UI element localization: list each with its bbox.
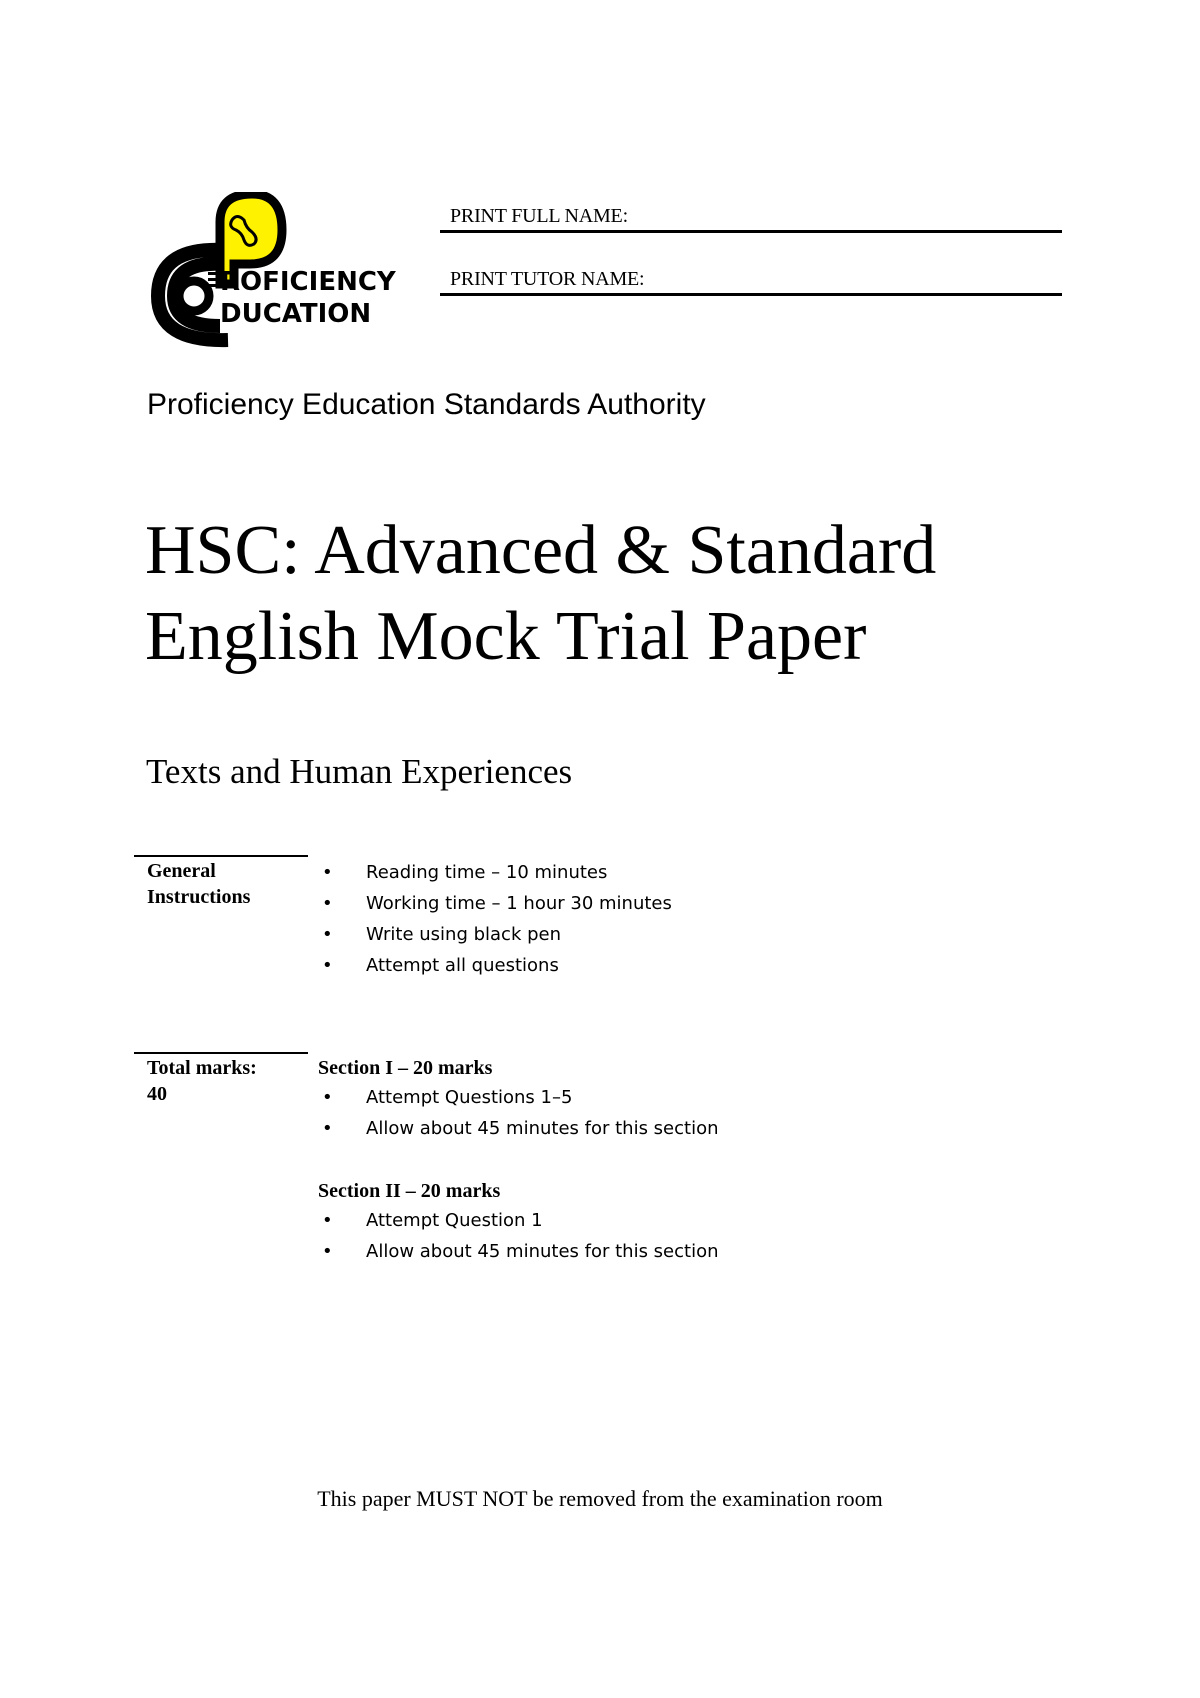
label-line-1: General — [147, 860, 216, 882]
list-item: • Allow about 45 minutes for this section — [320, 1113, 719, 1144]
authority-name: Proficiency Education Standards Authority — [147, 388, 706, 421]
label-line-2: Instructions — [147, 886, 251, 908]
list-item: • Attempt Questions 1–5 — [320, 1082, 719, 1113]
general-instructions-divider — [134, 855, 308, 857]
total-marks-text: Total marks: — [147, 1057, 257, 1079]
list-item: • Working time – 1 hour 30 minutes — [320, 888, 672, 919]
section-2-list — [320, 1205, 719, 1267]
full-name-field[interactable] — [440, 192, 1062, 233]
title-line-1: HSC: Advanced & Standard — [145, 512, 937, 589]
tutor-name-field[interactable] — [440, 255, 1062, 296]
logo-line2: DUCATION — [220, 299, 372, 329]
list-item: • Reading time – 10 minutes — [320, 857, 672, 888]
title-line-2: English Mock Trial Paper — [145, 598, 867, 675]
general-instructions-list — [320, 857, 672, 981]
section-1-title: Section I – 20 marks — [318, 1057, 493, 1079]
section-1-list — [320, 1082, 719, 1144]
footer-note: This paper MUST NOT be removed from the examination room — [317, 1486, 883, 1511]
list-item: • Attempt all questions — [320, 950, 672, 981]
page-subtitle: Texts and Human Experiences — [146, 752, 573, 791]
full-name-label: PRINT FULL NAME: — [450, 205, 628, 227]
tutor-name-label: PRINT TUTOR NAME: — [450, 268, 645, 290]
list-item: • Write using black pen — [320, 919, 672, 950]
logo-mark-icon — [150, 192, 410, 348]
proficiency-education-logo — [150, 192, 410, 348]
total-marks-label — [147, 1055, 317, 1107]
total-marks-divider — [134, 1052, 308, 1054]
section-2-title: Section II – 20 marks — [318, 1180, 501, 1202]
list-item: • Allow about 45 minutes for this section — [320, 1236, 719, 1267]
page-title — [145, 508, 1105, 680]
list-item: • Attempt Question 1 — [320, 1205, 719, 1236]
total-marks-value: 40 — [147, 1083, 167, 1105]
general-instructions-label — [147, 858, 317, 910]
logo-line1: ROFICIENCY — [220, 267, 396, 297]
